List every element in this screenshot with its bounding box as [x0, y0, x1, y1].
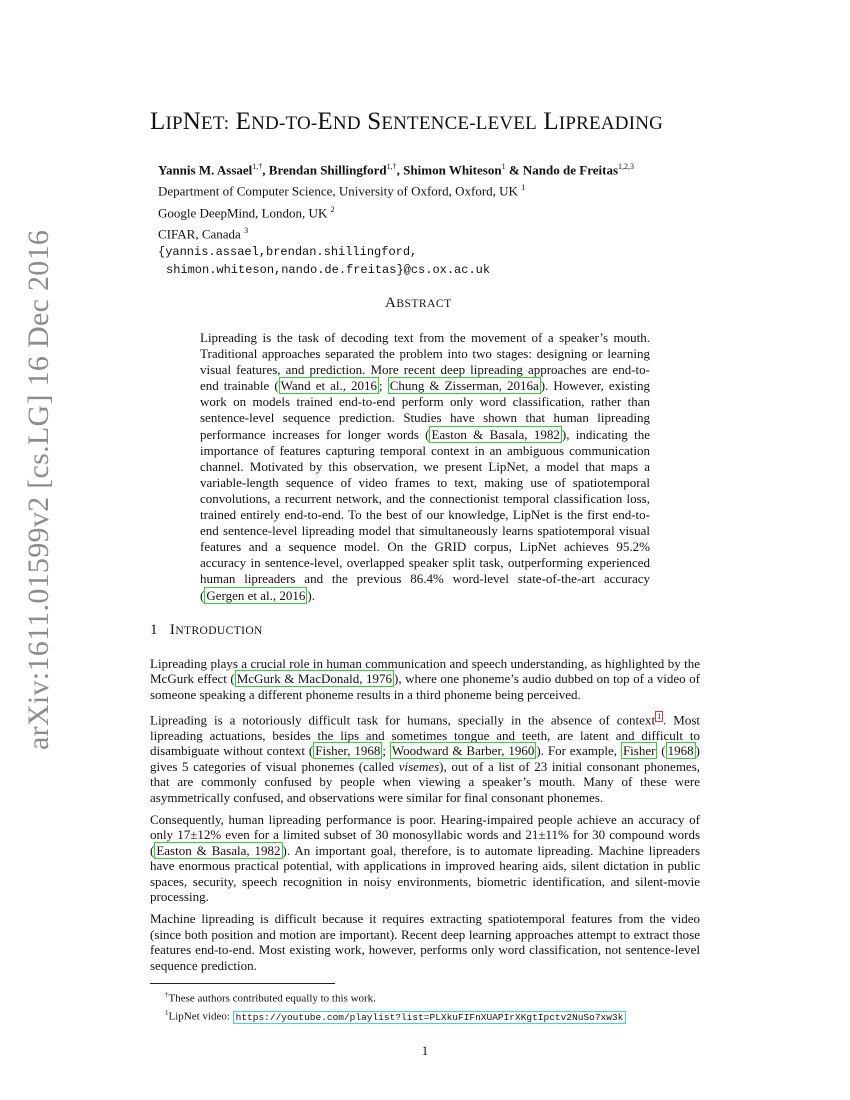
citation-link[interactable]: Chung & Zisserman, 2016a — [389, 378, 539, 394]
paragraph: Lipreading plays a crucial role in human communication and speech understanding, as highlighted by the McGurk effect ( McGurk & MacDonald, 1976 ), where one phoneme’s audio dubbed on top of a video of someone speaking a different phoneme results in a third phoneme being perceived. — [150, 656, 700, 702]
footnote-link[interactable]: 1 — [657, 712, 662, 722]
citation-link[interactable]: Fisher — [622, 743, 656, 759]
citation-link[interactable]: Fisher, 1968 — [315, 743, 381, 759]
author-names: Yannis M. Assael$^{1,\dagger}$, Brendan Shillingford$^{1,\dagger}$, Shimon Whiteson$^1$ & Nando de Freitas$^{1,2,3}$ — [158, 162, 635, 178]
paper-title: LIPNET: END-TO-END SENTENCE-LEVEL LIPREADING — [150, 108, 664, 135]
footnote-2: $^1$LipNet video: https://youtube.com/playlist?list=PLXkuFIFnXUAPIrXKgtIpctv2NuSo7xw3k — [150, 1006, 710, 1025]
citation-link[interactable]: Easton & Basala, 1982 — [156, 842, 281, 858]
affiliation-2: Google DeepMind, London, UK $^2$ — [158, 204, 335, 220]
citation-link[interactable]: Easton & Basala, 1982 — [431, 426, 560, 442]
abstract-text: Lipreading is the task of decoding text from the movement of a speaker’s mouth. Traditional approaches separated the problem into two stages: designing or learning visual features, and prediction. More recent deep lipreading approaches are end-to-end trainable ( Wand et al., 2016 ; Chung & Zisserman, 2016a ). However, existing work on models trained end-to-end perform only word classification, rather than sentence-level sequence prediction. Studies have shown that human lipreading performance increases for longer words ( Easton & Basala, 1982 ), indicating the importance of features capturing temporal context in an ambiguous communication channel. Motivated by this observation, we present LipNet, a model that maps a variable-length sequence of video frames to text, making use of spatiotemporal convolutions, a recurrent network, and the connectionist temporal classification loss, trained entirely end-to-end. To the best of our knowledge, LipNet is the first end-to-end sentence-level lipreading model that simultaneously learns spatiotemporal visual features and a sequence model. On the GRID corpus, LipNet achieves 95.2% accuracy in sentence-level, overlapped speaker split task, outperforming experienced human lipreaders and the previous 86.4% word-level state-of-the-art accuracy ( Gergen et al., 2016 ). — [200, 330, 651, 603]
paragraph: Consequently, human lipreading performance is poor. Hearing-impaired people achieve an accuracy of only 17±12% even for a limited subset of 30 monosyllabic words and 21±11% for 30 compound words ( Easton & Basala, 1982 ). An important goal, therefore, is to automate lipreading. Machine lipreaders have enormous practical potential, with applications in improved hearing aids, silent dictation in public spaces, security, speech recognition in noisy environments, biometric identification, and silent-movie processing. — [150, 811, 701, 905]
author-block — [158, 158, 718, 279]
citation-link[interactable]: Gergen et al., 2016 — [206, 587, 306, 603]
citation-link[interactable]: McGurk & MacDonald, 1976 — [236, 671, 392, 687]
video-url-link[interactable]: https://youtube.com/playlist?list=PLXkuFIFnXUAPIrXKgtIpctv2NuSo7xw3k — [233, 1011, 627, 1024]
affiliation-3: CIFAR, Canada $^3$ — [158, 225, 249, 242]
introduction-body — [150, 656, 700, 980]
section-heading-introduction: 1 INTRODUCTION — [150, 622, 263, 638]
paragraph: Lipreading is a notoriously difficult task for humans, specially in the absence of context $^1$ . Most lipreading actuations, besides the lips and sometimes tongue and teeth, are latent and difficult to disambiguate without context ( Fisher, 1968 ; Woodward & Barber, 1960 ). For example, Fisher ( 1968 ) gives 5 categories of visual phonemes (called visemes), out of a list of 23 initial consonant phonemes, that are commonly confused by people when viewing a speaker’s mouth. Many of these were asymmetrically confused, and observations were similar for final consonant phonemes. — [150, 712, 701, 805]
citation-link[interactable]: Woodward & Barber, 1960 — [391, 743, 535, 759]
abstract-heading: ABSTRACT — [385, 295, 452, 311]
author-emails-line-2: shimon.whiteson,nando.de.freitas}@cs.ox.ac.uk — [166, 263, 491, 278]
citation-link[interactable]: Wand et al., 2016 — [280, 378, 378, 394]
paragraph: Machine lipreading is difficult because it requires extracting spatiotemporal features from the video (since both position and motion are important). Recent deep learning approaches attempt to extract those features end-to-end. Most existing work, however, performs only word classification, not sentence-level sequence prediction. — [150, 911, 700, 973]
footnote-rule — [150, 983, 335, 984]
page-number: 1 — [421, 1043, 429, 1058]
citation-link[interactable]: 1968 — [667, 743, 694, 759]
footnotes — [150, 988, 710, 1025]
arxiv-stamp: arXiv:1611.01599v2 [cs.LG] 16 Dec 2016 — [22, 229, 55, 750]
footnote-1: †These authors contributed equally to this work. — [165, 991, 376, 1005]
author-emails-line-1: {yannis.assael,brendan.shillingford, — [158, 245, 418, 260]
affiliation-1: Department of Computer Science, University of Oxford, Oxford, UK $^1$ — [158, 183, 526, 199]
